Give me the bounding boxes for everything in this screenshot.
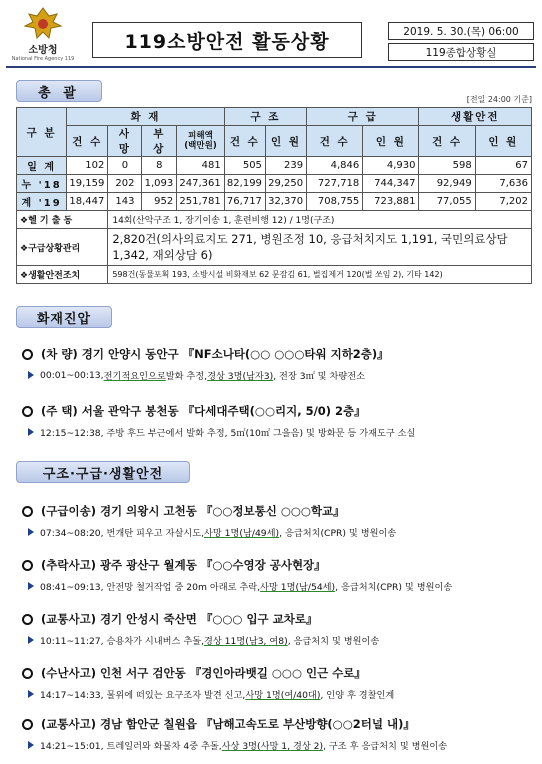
col-header: 건 수 — [67, 126, 108, 157]
group-rescue: 구 조 — [224, 108, 306, 126]
circle-bullet-icon — [22, 668, 33, 679]
cell: 202 — [108, 175, 142, 193]
group-ems: 구 급 — [307, 108, 419, 126]
triangle-bullet-icon — [28, 690, 34, 698]
cell: 708,755 — [307, 193, 363, 211]
cell: 727,718 — [307, 175, 363, 193]
item-title: (주 택) 서울 관악구 봉천동 『다세대주택(○○리지, 5/0) 2층』 — [41, 404, 366, 418]
cell: 18,447 — [67, 193, 108, 211]
cell: 4,930 — [363, 157, 419, 175]
tab-rescue: 구조·구급·생활안전 — [16, 461, 190, 483]
summary-table — [16, 107, 532, 284]
item-detail: 발화 추정, — [165, 371, 208, 382]
cell: 1,093 — [142, 175, 177, 193]
page-title: 119소방안전 활동상황 — [92, 22, 362, 58]
triangle-bullet-icon — [28, 741, 34, 749]
group-fire: 화 재 — [67, 108, 225, 126]
triangle-bullet-icon — [28, 582, 34, 590]
col-category: 구 분 — [17, 108, 67, 157]
list-item — [22, 403, 534, 439]
cell: 82,199 — [224, 175, 265, 193]
table-row — [17, 193, 532, 211]
item-detail: , 응급처치(CPR) 및 병원이송 — [279, 528, 397, 539]
report-department: 119종합상황실 — [388, 43, 534, 61]
item-title: (차 량) 경기 안양시 동안구 『NF소나타(○○ ○○○타워 지하2층)』 — [41, 347, 389, 361]
info-label: ❖헬 기 출 동 — [17, 211, 108, 229]
col-header: 인 원 — [475, 126, 531, 157]
info-row-ems-management — [17, 229, 532, 266]
cell: 723,881 — [363, 193, 419, 211]
cell: 29,250 — [265, 175, 306, 193]
org-subname: National Fire Agency 119 — [11, 56, 75, 62]
col-header: 건 수 — [307, 126, 363, 157]
header-divider — [6, 66, 536, 68]
circle-bullet-icon — [22, 614, 33, 625]
tab-summary: 총 괄 — [16, 80, 102, 102]
cell: 505 — [224, 157, 265, 175]
cell: 8 — [142, 157, 177, 175]
cell: 7,636 — [475, 175, 531, 193]
cell: 19,159 — [67, 175, 108, 193]
item-detail-highlight: 사상 3명(사망 1, 경상 2) — [221, 741, 324, 752]
circle-bullet-icon — [22, 506, 33, 517]
cell: 0 — [108, 157, 142, 175]
info-text: 14회(산악구조 1, 장기이송 1, 훈련비행 12) / 1명(구조) — [108, 211, 532, 229]
circle-bullet-icon — [22, 406, 33, 417]
item-title: (교통사고) 경기 안성시 죽산면 『○○○ 입구 교차로』 — [41, 612, 318, 626]
info-text: 2,820건(의사의료지도 271, 병원조정 10, 응급처치지도 1,191, 국민의료상담 1,342, 재외상담 6) — [108, 229, 532, 266]
list-item — [22, 557, 534, 593]
item-detail: 14:21~15:01, 트레일러와 화물차 4중 추돌, — [40, 741, 222, 752]
item-detail: 12:15~12:38, 주방 후드 부근에서 발화 추정, 5㎡(10㎡ 그을음) 및 방화문 등 가재도구 소실 — [40, 428, 416, 439]
cell: 481 — [177, 157, 225, 175]
col-header: 건 수 — [419, 126, 475, 157]
list-item — [22, 716, 534, 752]
group-life-safety: 생활안전 — [419, 108, 532, 126]
cell: 7,202 — [475, 193, 531, 211]
item-detail-highlight: 경상 11명(남3, 여8) — [204, 636, 288, 647]
cell: 744,347 — [363, 175, 419, 193]
item-title: (교통사고) 경남 함안군 칠원읍 『남해고속도로 부산방향(○○2터널 내)』 — [41, 717, 415, 731]
row-label: 계 '19 — [17, 193, 67, 211]
cell: 143 — [108, 193, 142, 211]
item-detail: , 인양 후 경찰인계 — [320, 690, 395, 701]
basis-time: [전일 24:00 기준] — [466, 95, 532, 104]
cell: 251,781 — [177, 193, 225, 211]
item-detail: 07:34~08:20, 번개탄 피우고 자살시도, — [40, 528, 205, 539]
col-header: 부 상 — [142, 126, 177, 157]
item-title: (구급이송) 경기 의왕시 고천동 『○○정보통신 ○○○학교』 — [41, 504, 345, 518]
org-name: 소방청 — [28, 45, 58, 56]
fire-agency-emblem-icon — [23, 6, 63, 40]
item-detail-highlight: 사망 1명(남/54세) — [260, 582, 336, 593]
item-detail: 00:01~00:13, — [40, 369, 104, 381]
item-title: (추락사고) 광주 광산구 월계동 『○○수영장 공사현장』 — [41, 558, 326, 572]
item-detail: , 응급처치 및 병원이송 — [287, 636, 380, 647]
item-detail: 10:11~11:27, 승용차가 시내버스 추돌, — [40, 636, 205, 647]
col-header: 인 원 — [363, 126, 419, 157]
cell: 247,361 — [177, 175, 225, 193]
item-title: (수난사고) 인천 서구 검안동 『경인아라뱃길 ○○○ 인근 수로』 — [41, 666, 366, 680]
info-row-life-safety — [17, 266, 532, 284]
item-detail: 14:17~14:33, 물위에 떠있는 요구조자 발견 신고, — [40, 690, 246, 701]
cell: 92,949 — [419, 175, 475, 193]
row-label: 일 계 — [17, 157, 67, 175]
list-item — [22, 503, 534, 539]
cell: 102 — [67, 157, 108, 175]
item-detail: , 구조 후 응급처치 및 병원이송 — [323, 741, 448, 752]
col-header: 피해액 (백만원) — [177, 126, 225, 157]
col-header: 인 원 — [265, 126, 306, 157]
col-header: 사 망 — [108, 126, 142, 157]
circle-bullet-icon — [22, 719, 33, 730]
triangle-bullet-icon — [28, 371, 34, 379]
list-item — [22, 346, 534, 382]
info-label: ❖생활안전조치 — [17, 266, 108, 284]
cell: 76,717 — [224, 193, 265, 211]
col-header: 건 수 — [224, 126, 265, 157]
cell: 239 — [265, 157, 306, 175]
cell: 598 — [419, 157, 475, 175]
cell: 4,846 — [307, 157, 363, 175]
list-item — [22, 665, 534, 701]
item-detail-highlight: 사망 1명(남/49세) — [204, 528, 280, 539]
item-detail-highlight: 사망 1명(여/40대) — [245, 690, 321, 701]
cell: 67 — [475, 157, 531, 175]
cell: 32,370 — [265, 193, 306, 211]
info-text: 598건(동물포획 193, 소방시설 비화재보 62 문잠김 61, 벌집제거 120(벌 쏘임 2), 기타 142) — [108, 266, 532, 284]
item-detail-highlight: 경상 3명(남자3) — [207, 371, 274, 382]
table-row — [17, 157, 532, 175]
triangle-bullet-icon — [28, 528, 34, 536]
circle-bullet-icon — [22, 560, 33, 571]
info-row-helicopter — [17, 211, 532, 229]
org-logo — [8, 6, 78, 62]
triangle-bullet-icon — [28, 636, 34, 644]
cell: 77,055 — [419, 193, 475, 211]
item-detail: , 전장 3㎡ 및 차량전소 — [273, 371, 365, 382]
row-label: 누 '18 — [17, 175, 67, 193]
triangle-bullet-icon — [28, 428, 34, 436]
cell: 952 — [142, 193, 177, 211]
table-row — [17, 175, 532, 193]
list-item — [22, 611, 534, 647]
item-detail-highlight: 전기적요인으로 — [103, 371, 166, 382]
item-detail: 08:41~09:13, 안전망 철거작업 중 20m 아래로 추락, — [40, 582, 261, 593]
info-label: ❖구급상황관리 — [17, 229, 108, 266]
tab-fire: 화재진압 — [16, 306, 112, 328]
report-date: 2019. 5. 30.(목) 06:00 — [388, 22, 534, 40]
item-detail: , 응급처치(CPR) 및 병원이송 — [335, 582, 453, 593]
circle-bullet-icon — [22, 349, 33, 360]
